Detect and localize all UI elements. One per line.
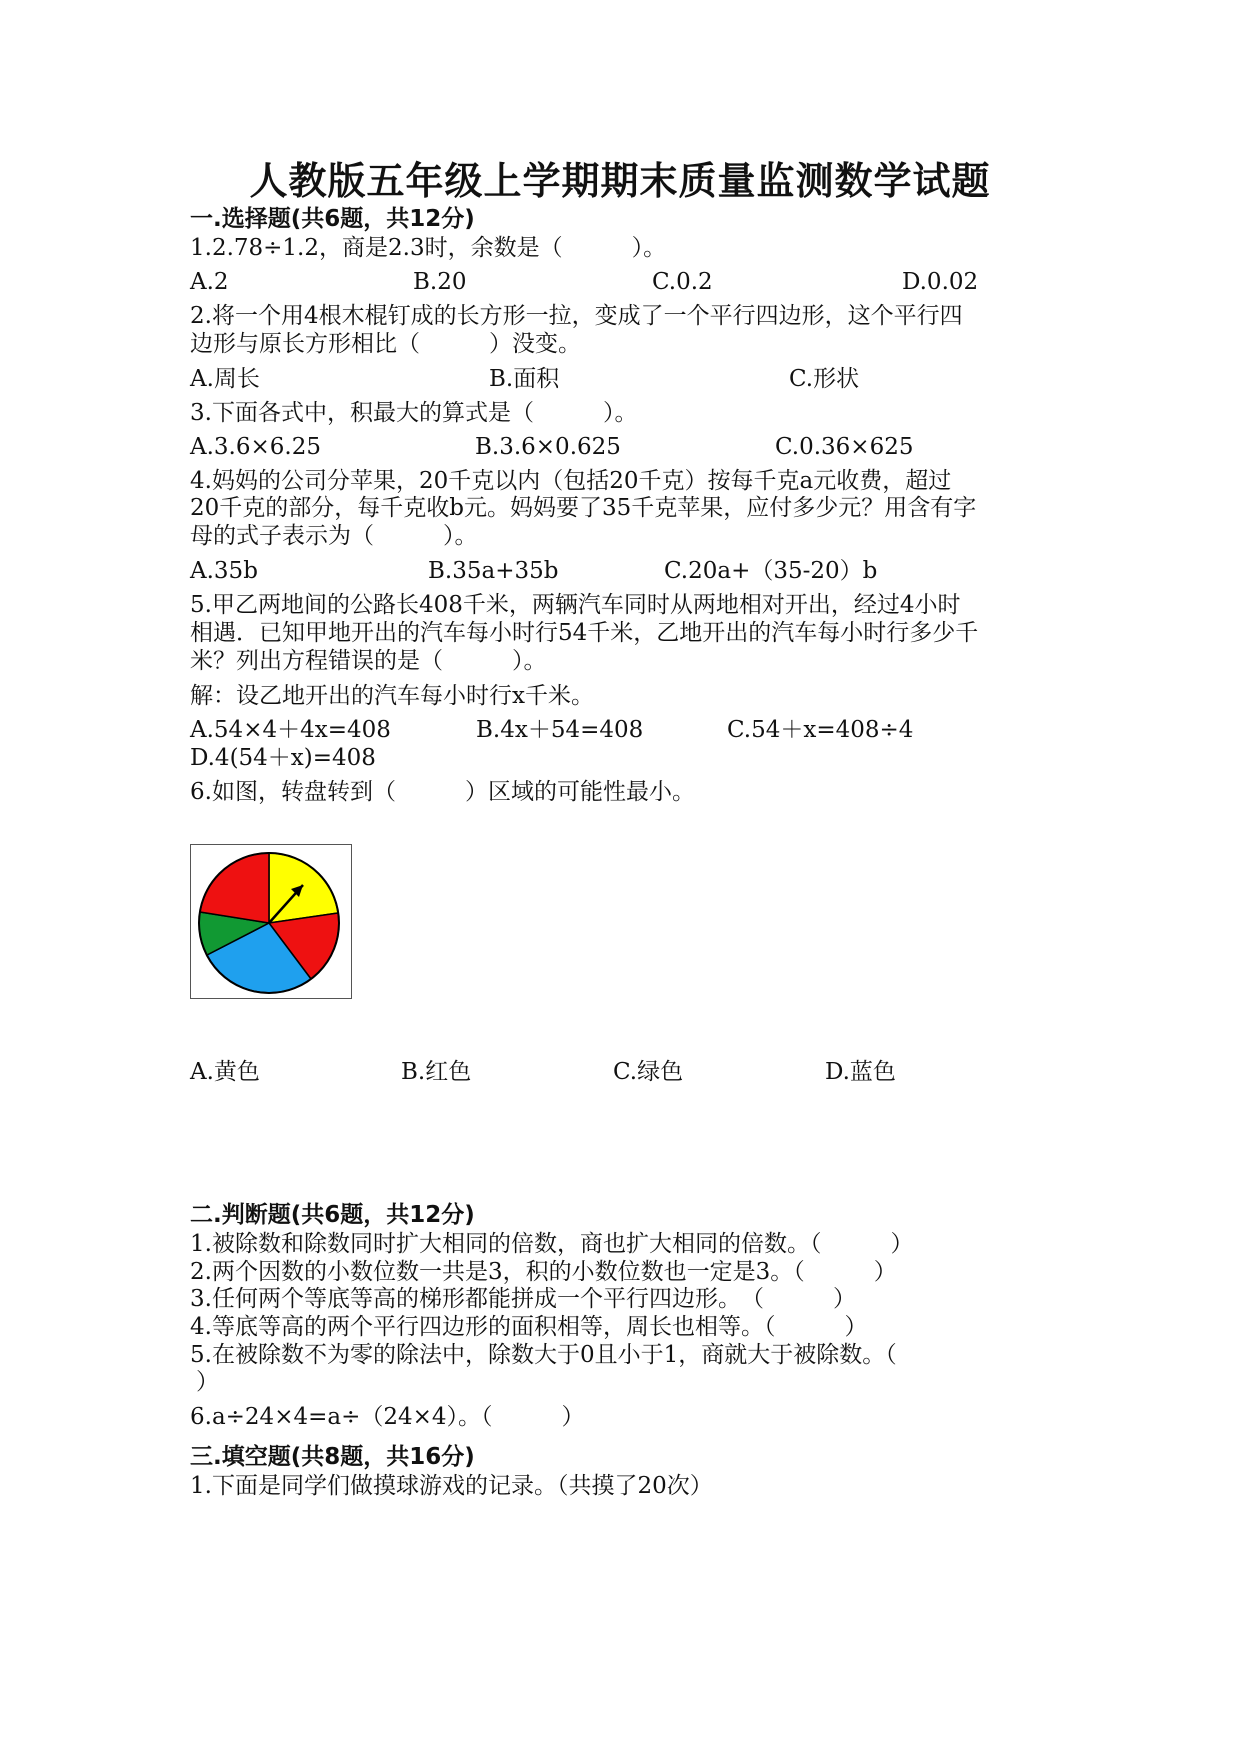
q4-option-b: B.35a+35b	[428, 558, 559, 584]
q4-option-c: C.20a+（35-20）b	[664, 558, 878, 584]
q5-stem-line1: 5.甲乙两地间的公路长408千米，两辆汽车同时从两地相对开出，经过4小时	[190, 592, 961, 618]
q5-solution-line: 解：设乙地开出的汽车每小时行x千米。	[190, 683, 594, 709]
q5-stem-line3: 米？列出方程错误的是（ ）。	[190, 648, 547, 674]
spinner-red-sector-left	[200, 853, 269, 923]
judge-item-5: 5.在被除数不为零的除法中，除数大于0且小于1，商就大于被除数。（	[190, 1342, 897, 1368]
judge-item-3: 3.任何两个等底等高的梯形都能拼成一个平行四边形。 （ ）	[190, 1286, 856, 1312]
q6-stem: 6.如图，转盘转到（ ）区域的可能性最小。	[190, 779, 695, 805]
q6-option-d: D.蓝色	[825, 1059, 896, 1085]
q4-stem-line3: 母的式子表示为（ ）。	[190, 523, 478, 549]
q2-option-b: B.面积	[489, 366, 560, 392]
spinner-svg	[191, 845, 351, 998]
spinner-figure	[190, 844, 352, 999]
q6-option-a: A.黄色	[190, 1059, 260, 1085]
q2-option-c: C.形状	[789, 366, 860, 392]
judge-item-2: 2.两个因数的小数位数一共是3，积的小数位数也一定是3。（ ）	[190, 1259, 897, 1285]
page-title: 人教版五年级上学期期末质量监测数学试题	[249, 158, 991, 203]
section1-heading: 一.选择题(共6题，共12分)	[190, 206, 475, 232]
q1-option-d: D.0.02	[902, 269, 979, 295]
q1-option-b: B.20	[413, 269, 467, 295]
q5-option-d: D.4(54＋x)=408	[190, 745, 376, 771]
q1-option-c: C.0.2	[652, 269, 713, 295]
q1-option-a: A.2	[190, 269, 229, 295]
q3-option-c: C.0.36×625	[775, 434, 914, 460]
judge-item-1: 1.被除数和除数同时扩大相同的倍数，商也扩大相同的倍数。（ ）	[190, 1231, 914, 1257]
q3-option-a: A.3.6×6.25	[190, 434, 321, 460]
judge-item-6: 6.a÷24×4=a÷（24×4）。（ ）	[190, 1404, 585, 1430]
q2-option-a: A.周长	[190, 366, 260, 392]
q2-stem-line1: 2.将一个用4根木棍钉成的长方形一拉，变成了一个平行四边形，这个平行四	[190, 303, 963, 329]
q5-option-c: C.54＋x=408÷4	[727, 717, 914, 743]
q5-stem-line2: 相遇．已知甲地开出的汽车每小时行54千米，乙地开出的汽车每小时行多少千	[190, 620, 979, 646]
judge-item-5-close: ）	[196, 1369, 219, 1395]
q6-option-c: C.绿色	[613, 1059, 684, 1085]
q4-stem-line1: 4.妈妈的公司分苹果，20千克以内（包括20千克）按每千克a元收费，超过	[190, 468, 952, 494]
q1-stem: 1.2.78÷1.2，商是2.3时，余数是（ ）。	[190, 235, 667, 261]
fill-q1-stem: 1.下面是同学们做摸球游戏的记录。（共摸了20次）	[190, 1473, 713, 1499]
q3-option-b: B.3.6×0.625	[475, 434, 621, 460]
q2-stem-line2: 边形与原长方形相比（ ）没变。	[190, 331, 581, 357]
section2-heading: 二.判断题(共6题，共12分)	[190, 1202, 475, 1228]
section3-heading: 三.填空题(共8题，共16分)	[190, 1444, 475, 1470]
q3-stem: 3.下面各式中，积最大的算式是（ ）。	[190, 400, 638, 426]
q6-option-b: B.红色	[401, 1059, 472, 1085]
q5-option-a: A.54×4＋4x=408	[190, 717, 391, 743]
q4-option-a: A.35b	[190, 558, 258, 584]
q4-stem-line2: 20千克的部分，每千克收b元。妈妈要了35千克苹果，应付多少元？用含有字	[190, 495, 977, 521]
q5-option-b: B.4x＋54=408	[476, 717, 644, 743]
judge-item-4: 4.等底等高的两个平行四边形的面积相等，周长也相等。（ ）	[190, 1314, 868, 1340]
